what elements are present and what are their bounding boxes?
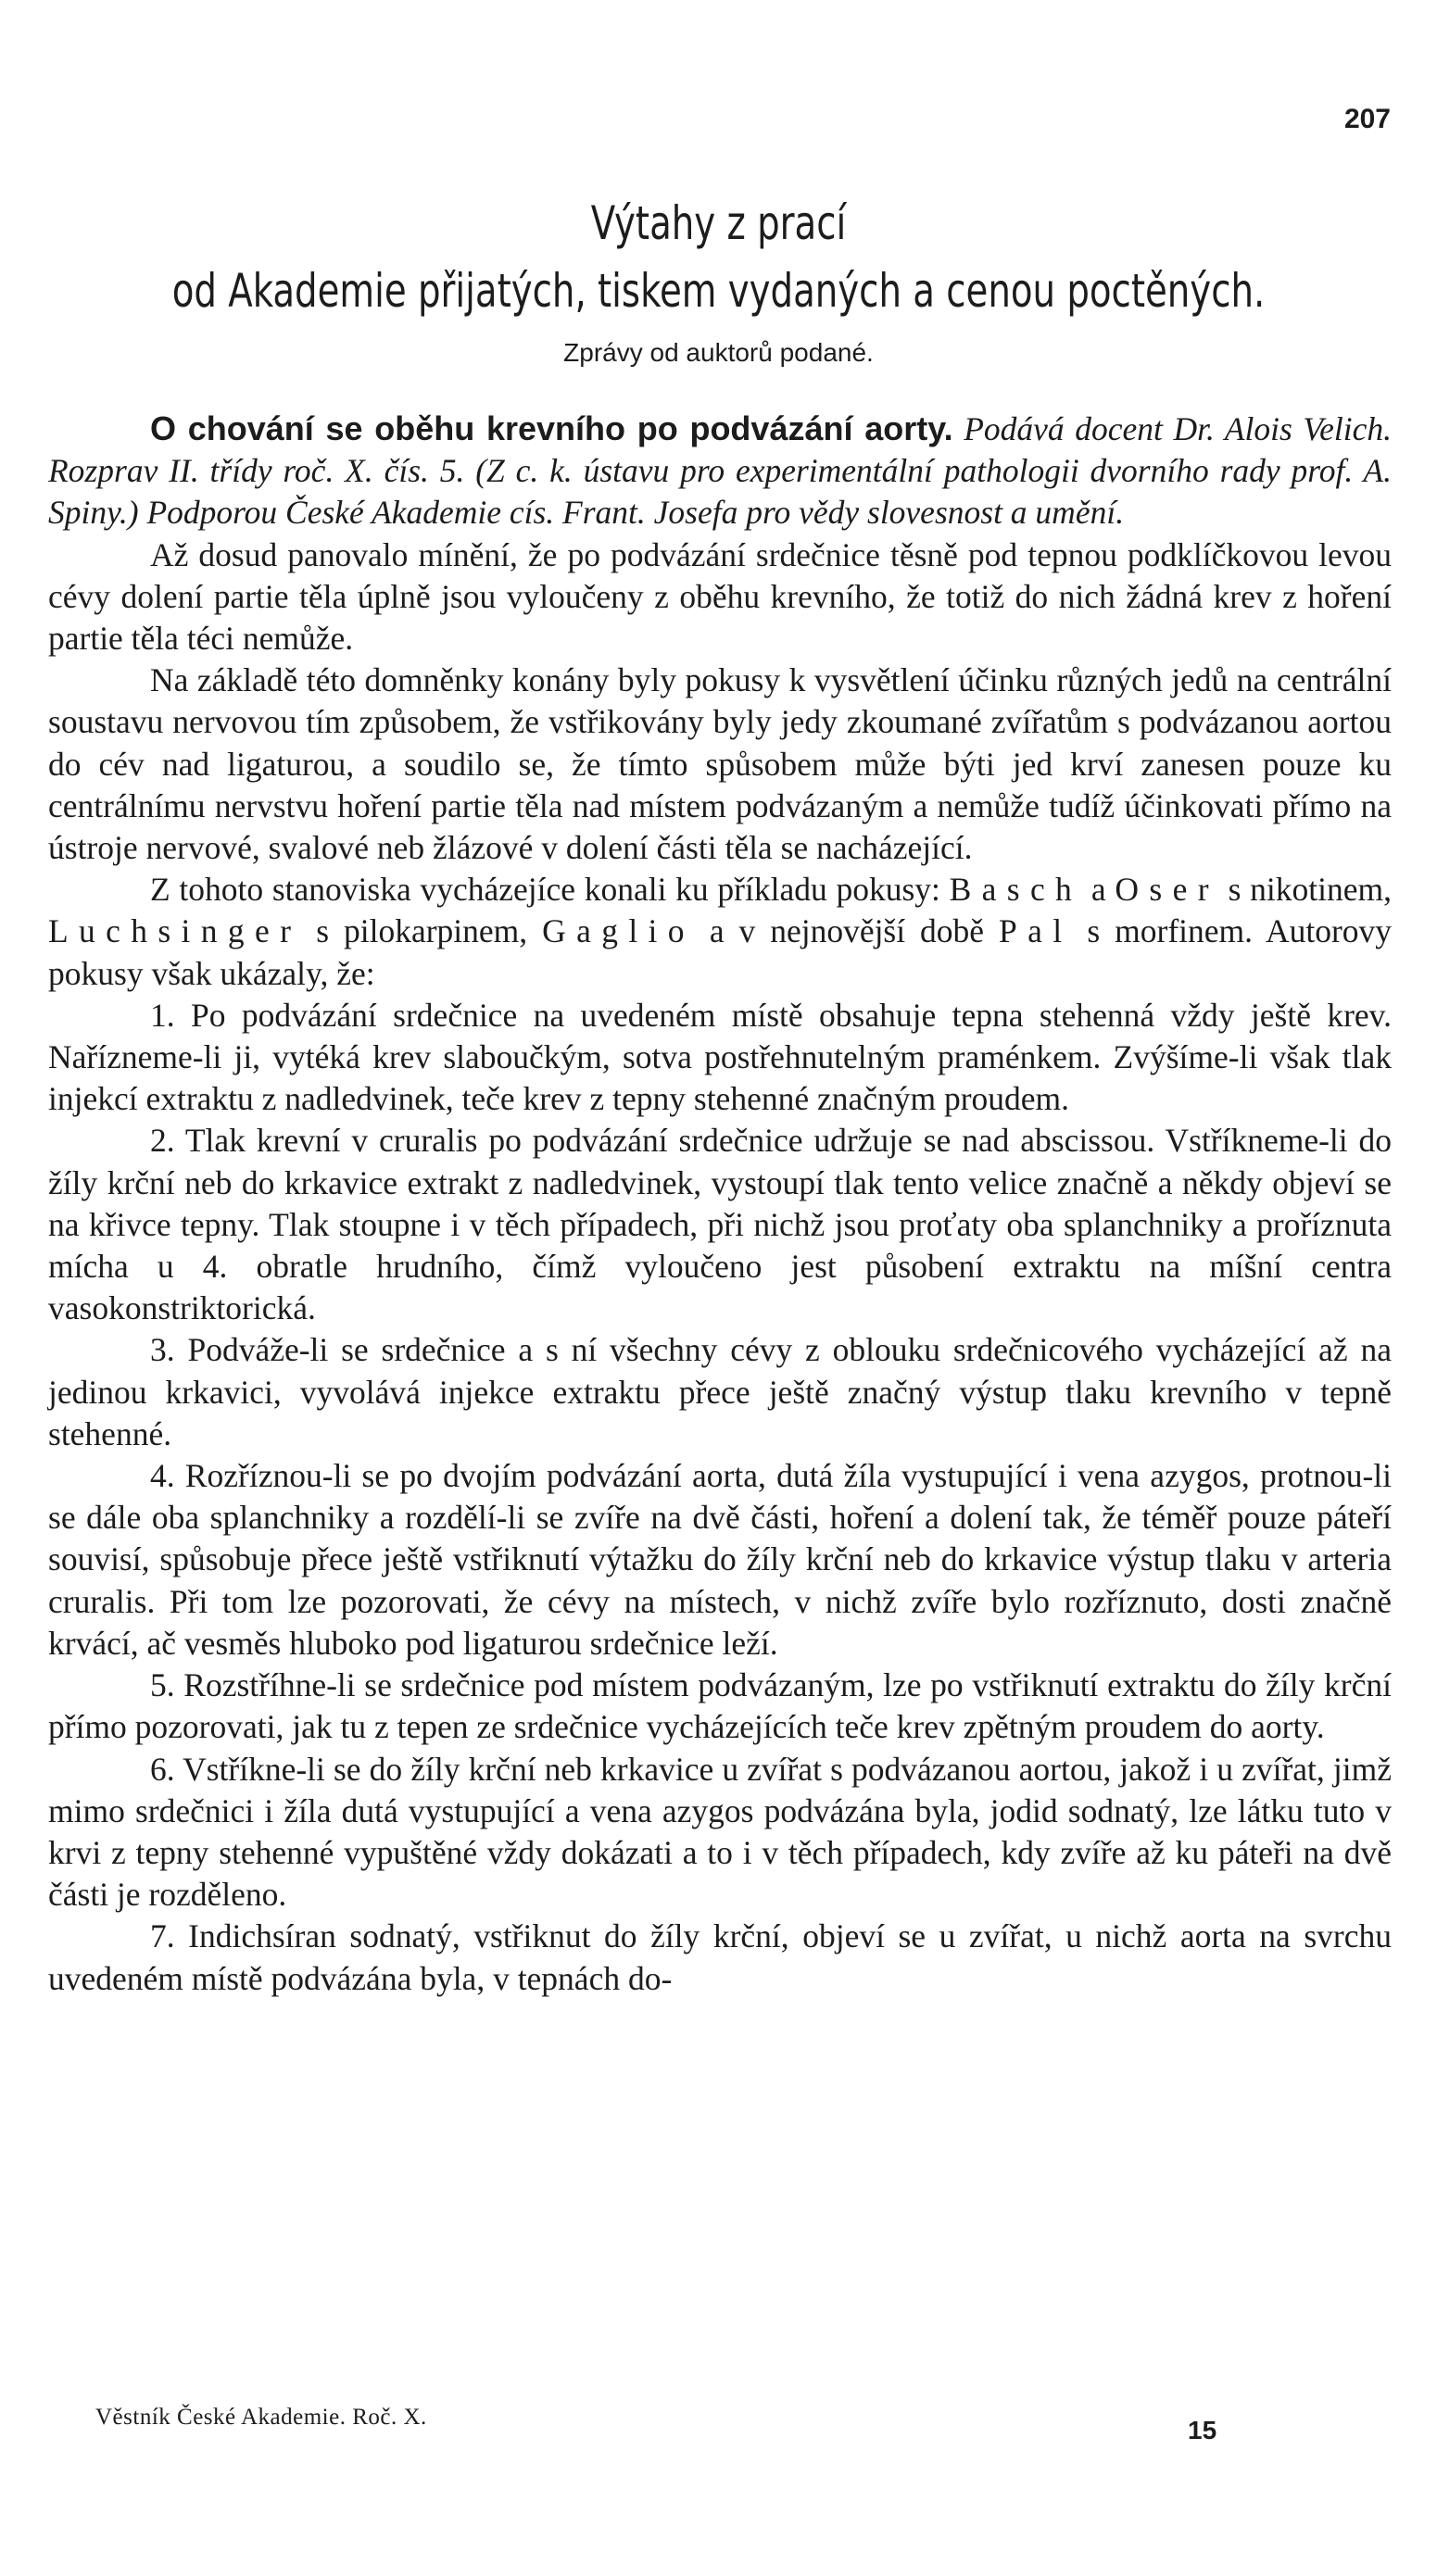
- paragraph: Až dosud panovalo mínění, že po podvázání srdečnice těsně pod tepnou podklíčkovou levou cévy dolení partie těla úplně jsou vyloučeny z oběhu krevního, že totiž do nich žádná krev z hoření partie těla téci nemůže.: [48, 535, 1392, 658]
- numbered-item: 4. Rozříznou-li se po dvojím podvázání aorta, dutá žíla vystupující i vena azygos, protnou-li se dále oba splanchniky a rozdělí-li se zvíře na dvě části, hoření a dolení tak, že téměř pouze páteří souvisí, spůsobuje přece ještě vstřiknutí výtažku do žíly krční neb do krkavice výstup tlaku v arteria cruralis. Při tom lze pozorovati, že cévy na místech, v nichž zvíře bylo rozříznuto, dosti značně krvácí, ač vesměs hluboko pod ligaturou srdečnice leží.: [48, 1457, 1392, 1662]
- article-title: O chování se oběhu krevního po podvázání aorty.: [150, 409, 953, 447]
- numbered-item: 3. Podváže-li se srdečnice a s ní všechny cévy z oblouku srdečnicového vycházející až na jedinou krkavici, vyvolává injekce extraktu přece ještě značný výstup tlaku krevního v tepně stehenné.: [48, 1331, 1392, 1452]
- text-run: a: [1090, 871, 1106, 909]
- author-name: Oser: [1115, 871, 1219, 909]
- article-body: [48, 408, 1392, 2000]
- numbered-item: 1. Po podvázání srdečnice na uvedeném místě obsahuje tepna stehenná vždy ještě krev. Nařízneme-li ji, vytéká krev slaboučkým, sotva postřehnutelným praménkem. Zvýšíme-li však tlak injekcí extraktu z nadledvinek, teče krev z tepny stehenné značným proudem.: [48, 996, 1392, 1118]
- text-run: s pilokarpinem,: [316, 912, 528, 950]
- author-name: Basch: [949, 871, 1083, 909]
- section-title: Výtahy z prací: [590, 196, 847, 250]
- author-name: Pal: [999, 912, 1073, 950]
- footer-sheet-number: 15: [1188, 2416, 1217, 2444]
- footer-journal-name: Věstník České Akademie. Roč. X.: [95, 2405, 427, 2430]
- article-header: [48, 408, 1392, 534]
- numbered-item: 7. Indichsíran sodnatý, vstřiknut do žíly krční, objeví se u zvířat, u nichž aorta na svrchu uvedeném místě podvázána byla, v tepnách do-: [48, 1917, 1392, 1997]
- numbered-item: 2. Tlak krevní v cruralis po podvázání srdečnice udržuje se nad abscissou. Vstříkneme-li do žíly krční neb do krkavice extrakt z nadledvinek, vystoupí tlak tento velice značně a někdy objeví se na křivce tepny. Tlak stoupne i v těch případech, při nichž jsou proťaty oba splanchniky a proříznuta mícha u 4. obratle hrudního, čímž vyloučeno jest působení extraktu na míšní centra vasokonstriktorická.: [48, 1122, 1392, 1327]
- text-run: a v nejnovější době: [709, 912, 985, 950]
- section-title-continued: od Akademie přijatých, tiskem vydaných a cenou poctěných.: [171, 264, 1266, 318]
- numbered-item: 6. Vstříkne-li se do žíly krční neb krkavice u zvířat s podvázanou aortou, jakož i u zvířat, jimž mimo srdečnici i žíla dutá vystupující a vena azygos podvázána byla, jodid sodnatý, lze látku tuto v krvi z tepny stehenné vypuštěné vždy dokázati a to i v těch případech, kdy zvíře až ku páteři na dvě části je rozděleno.: [48, 1750, 1392, 1914]
- section-subtitle: Zprávy od auktorů podané.: [563, 338, 874, 367]
- author-name: Gaglio: [542, 912, 695, 950]
- text-run: Z tohoto stanoviska vycházejíce konali ku příkladu pokusy:: [150, 871, 940, 909]
- text-run: s morfinem. Autorovy pokusy však ukázaly, že:: [48, 912, 1393, 992]
- page-number: 207: [1343, 104, 1391, 134]
- author-name: Luchsinger: [48, 912, 302, 950]
- text-run: s nikotinem,: [1228, 871, 1393, 909]
- article-byline: Podává docent Dr. Alois Velich. Rozprav II. třídy roč. X. čís. 5. (Z c. k. ústavu pro experimentální pathologii dvorního rady prof. A. Spiny.) Podporou České Akademie cís. Frant. Josefa pro vědy slovesnost a umění.: [48, 410, 1392, 532]
- paragraph: Na základě této domněnky konány byly pokusy k vysvětlení účinku různých jedů na centrální soustavu nervovou tím způsobem, že vstřikovány byly jedy zkoumané zvířatům s podvázanou aortou do cév nad ligaturou, a soudilo se, že tímto spůsobem může býti jed krví zanesen pouze ku centrálnímu nervstvu hoření partie těla nad místem podvázaným a nemůže tudíž účinkovati přímo na ústroje nervové, svalové neb žlázové v dolení části těla se nacházející.: [48, 661, 1392, 867]
- paragraph-authors: [48, 869, 1392, 995]
- numbered-item: 5. Rozstříhne-li se srdečnice pod místem podvázaným, lze po vstřiknutí extraktu do žíly krční přímo pozorovati, jak tu z tepen ze srdečnice vycházejících teče krev zpětným proudem do aorty.: [48, 1666, 1392, 1746]
